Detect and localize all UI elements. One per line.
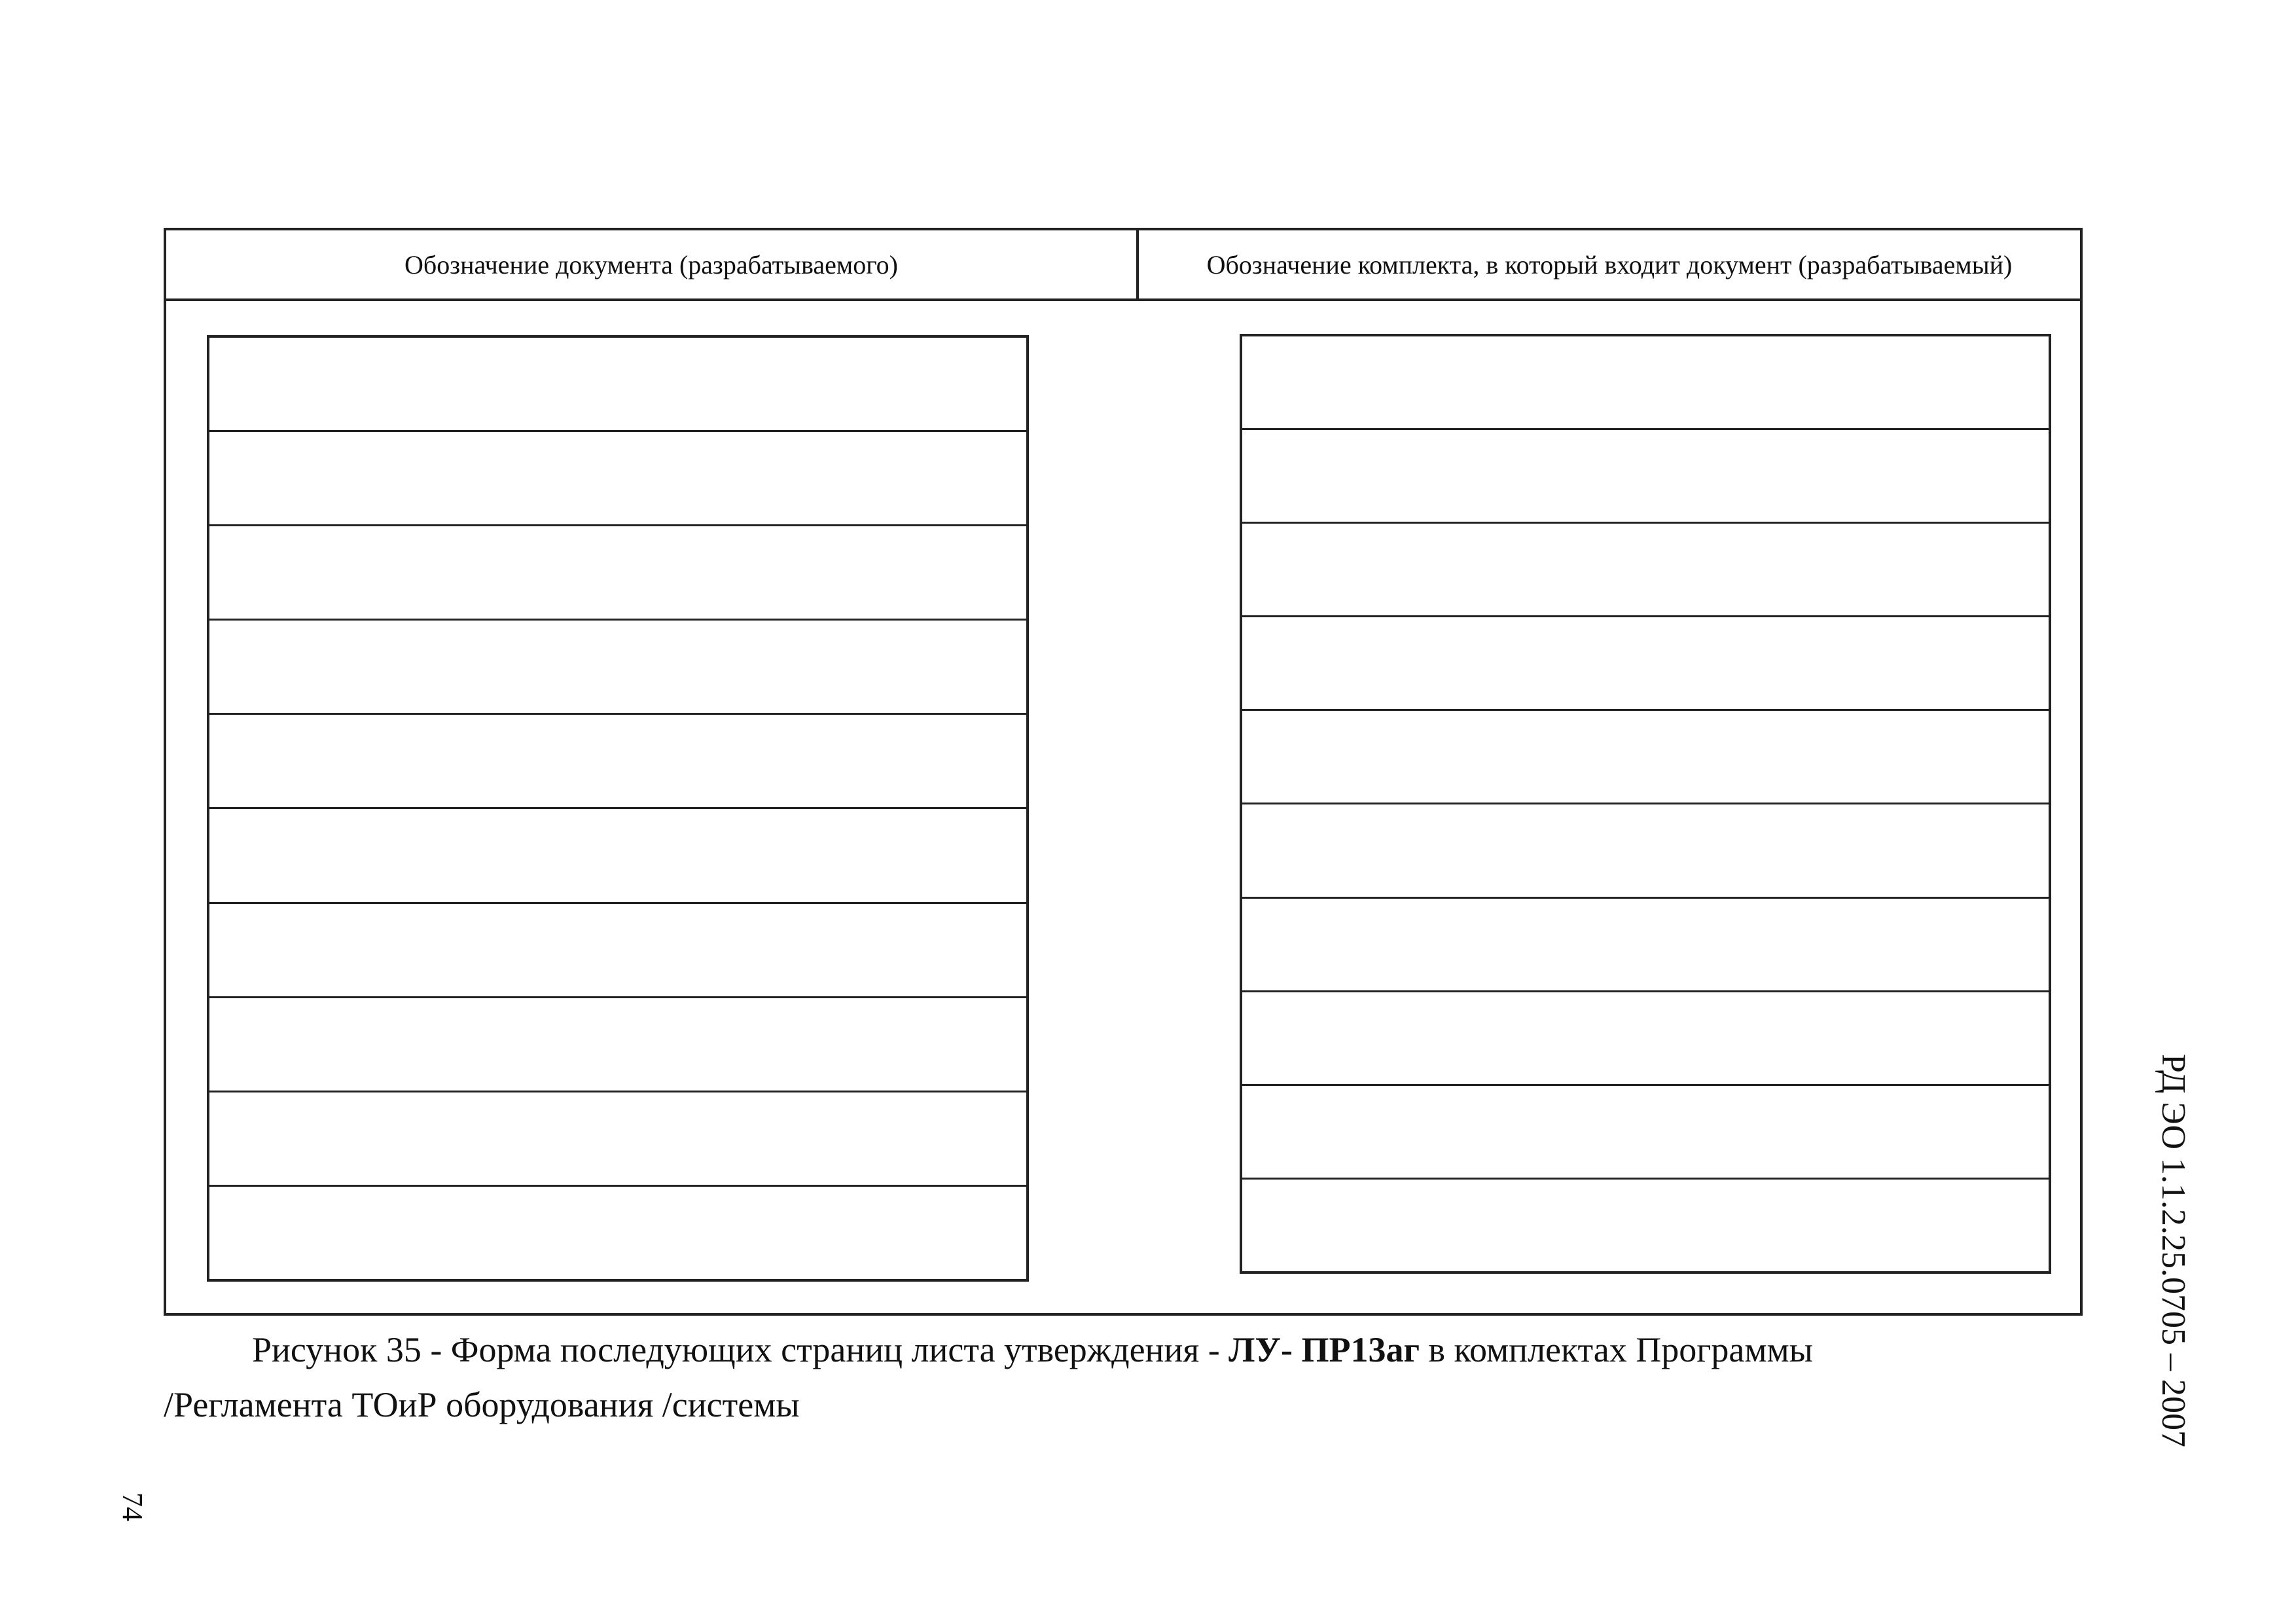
table-row (1242, 1086, 2049, 1180)
table-row (1242, 1180, 2049, 1271)
table-row (1242, 617, 2049, 711)
figure-caption (164, 1322, 1996, 1432)
caption-form-code: ЛУ- ПР13аг (1229, 1330, 1420, 1369)
header-set-designation: Обозначение комплекта, в который входит документ (разрабатываемый) (1206, 249, 2013, 280)
table-row (1242, 804, 2049, 898)
table-row (209, 526, 1026, 621)
table-row (209, 715, 1026, 809)
caption-line-1 (164, 1322, 1996, 1377)
form-header-row (166, 230, 2080, 301)
table-row (209, 1092, 1026, 1187)
table-row (209, 432, 1026, 526)
table-row (209, 1187, 1026, 1279)
table-row (1242, 899, 2049, 992)
table-row (209, 621, 1026, 715)
table-row (209, 809, 1026, 903)
set-designation-table (1240, 334, 2051, 1274)
table-row (209, 998, 1026, 1092)
document-designation-table (207, 335, 1029, 1282)
document-code: РД ЭО 1.1.2.25.0705 – 2007 (2155, 1054, 2192, 1447)
table-row (1242, 524, 2049, 617)
table-row (209, 338, 1026, 432)
table-row (209, 904, 1026, 998)
page-number: 74 (117, 1492, 149, 1521)
table-row (1242, 711, 2049, 804)
table-row (1242, 430, 2049, 524)
header-document-designation: Обозначение документа (разрабатываемого) (166, 230, 1139, 298)
caption-suffix: в комплектах Программы (1420, 1330, 1813, 1369)
caption-line-2: /Регламента ТОиР оборудования /системы (164, 1385, 800, 1424)
table-row (1242, 336, 2049, 430)
form-frame (164, 228, 2083, 1316)
caption-prefix: Рисунок 35 - Форма последующих страниц листа утверждения - (252, 1330, 1229, 1369)
table-row (1242, 992, 2049, 1086)
